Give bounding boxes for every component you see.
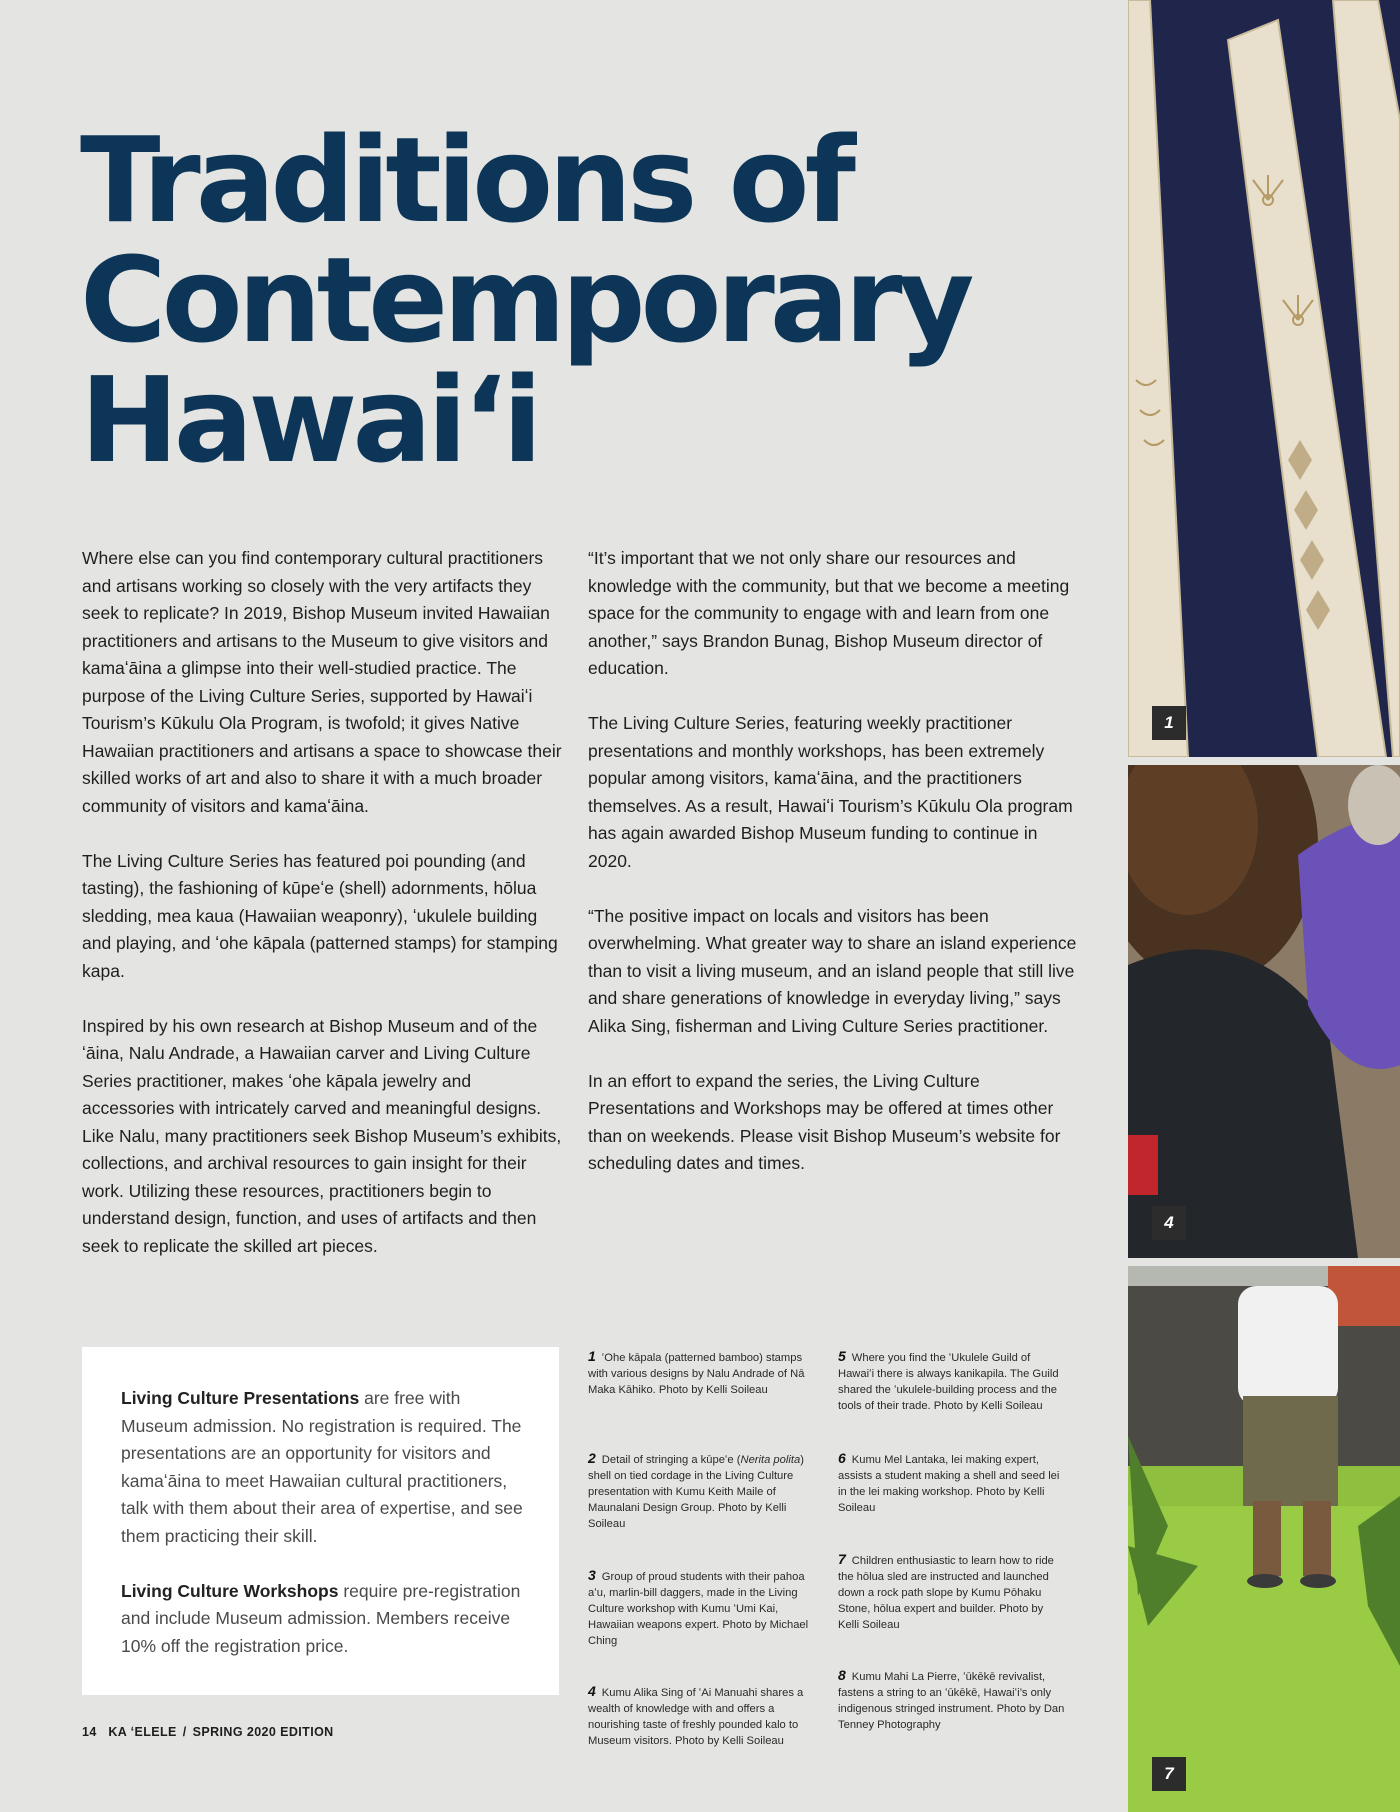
- publication-name: KA ʻELELE: [108, 1725, 177, 1739]
- photo-caption-3: [588, 1567, 816, 1649]
- caption-number: 6: [838, 1450, 846, 1466]
- photo-bamboo-stamps: [1128, 0, 1400, 757]
- article-paragraph: Where else can you find contemporary cultural practitioners and artisans working so closely with the very artifacts they seek to replicate? In 2019, Bishop Museum invited Hawaiian practitioners and artisans to the Museum to give visitors and kamaʻāina a glimpse into their well-studied practice. The purpose of the Living Culture Series, supported by Hawaiʻi Tourism’s Kūkulu Ola Program, is twofold; it gives Native Hawaiian practitioners and artisans a space to showcase their skilled works of art and also to share it with a much broader community of visitors and kamaʻāina.: [82, 548, 562, 816]
- bamboo-stamps-image: [1128, 0, 1400, 757]
- caption-text: Children enthusiastic to learn how to ride the hōlua sled are instructed and launched down a rock path slope by Kumu Pōhaku Stone, hōlua expert and builder. Photo by Kelli Soileau: [838, 1555, 1054, 1631]
- photo-holua-lawn: [1128, 1266, 1400, 1812]
- caption-number: 5: [838, 1348, 846, 1364]
- page-title: [80, 111, 1080, 489]
- article-paragraph: In an effort to expand the series, the Living Culture Presentations and Workshops may be offered at times other than on weekends. Please visit Bishop Museum’s website for scheduling dates and times.: [588, 1070, 1061, 1173]
- photo-caption-8: [838, 1667, 1066, 1733]
- footer-separator: /: [182, 1725, 187, 1739]
- presentations-text: are free with Museum admission. No registration is required. The presentations are an opportunity for visitors and kamaʻāina to meet Hawaiian cultural practitioners, talk with them about their area of expertise, and see them practicing their skill.: [121, 1388, 523, 1546]
- photo-caption-7: [838, 1551, 1066, 1633]
- caption-text: Group of proud students with their pahoa aʻu, marlin-bill daggers, made in the Living Culture workshop with Kumu ʻUmi Kai, Hawaiian weapons expert. Photo by Michael Ching: [588, 1571, 809, 1647]
- title-line-2: Contemporary: [80, 231, 970, 369]
- caption-text: Kumu Alika Sing of ʻAi Manuahi shares a wealth of knowledge with and offers a nourishing taste of freshly pounded kalo to Museum visitors. Photo by Kelli Soileau: [588, 1687, 804, 1747]
- caption-number: 3: [588, 1567, 596, 1583]
- edition-label: SPRING 2020 EDITION: [192, 1725, 334, 1739]
- title-line-3: Hawai‘i: [80, 351, 538, 489]
- caption-text: Where you find the ʻUkulele Guild of Hawaiʻi there is always kanikapila. The Guild shared the ʻukulele-building process and the tools of their trade. Photo by Kelli Soileau: [838, 1352, 1059, 1412]
- photo-number-badge: 7: [1152, 1757, 1186, 1791]
- caption-text: Detail of stringing a kūpeʻe (: [601, 1454, 741, 1466]
- article-paragraph: “It’s important that we not only share our resources and knowledge with the community, but that we become a meeting space for the community to engage with and learn from one another,” says Brandon Bunag, Bishop Museum director of education.: [588, 548, 1070, 678]
- page-footer: [82, 1725, 334, 1739]
- caption-text: Kumu Mel Lantaka, lei making expert, assists a student making a shell and seed lei in the lei making workshop. Photo by Kelli Soileau: [838, 1454, 1060, 1514]
- article-paragraph: The Living Culture Series has featured poi pounding (and tasting), the fashioning of kūpeʻe (shell) adornments, hōlua sledding, mea kaua (Hawaiian weaponry), ʻukulele building and playing, and ʻohe kāpala (patterned stamps) for stamping kapa.: [82, 850, 558, 981]
- holua-lawn-image: [1128, 1266, 1400, 1812]
- article-left-column: [82, 545, 564, 1288]
- photo-caption-4: [588, 1683, 816, 1749]
- photo-caption-2: [588, 1450, 816, 1532]
- caption-number: 1: [588, 1348, 596, 1364]
- photo-caption-6: [838, 1450, 1066, 1516]
- photo-caption-1: [588, 1348, 816, 1398]
- caption-number: 8: [838, 1667, 846, 1683]
- info-box: [82, 1347, 559, 1695]
- article-paragraph: “The positive impact on locals and visitors has been overwhelming. What greater way to share an island experience than to visit a living museum, and an island people that still live and share generations of knowledge in everyday living,” says Alika Sing, fisherman and Living Culture Series practitioner.: [588, 905, 1077, 1036]
- title-line-1: Traditions of: [80, 111, 851, 249]
- caption-italic: Nerita polita: [740, 1454, 801, 1466]
- photo-caption-5: [838, 1348, 1066, 1414]
- caption-number: 2: [588, 1450, 596, 1466]
- workshop-people-image: [1128, 765, 1400, 1258]
- photo-number-badge: 1: [1152, 706, 1186, 740]
- article-right-column: [588, 545, 1078, 1205]
- caption-text: ) shell on tied cordage in the Living Culture presentation with Kumu Keith Maile of Maunalani Design Group. Photo by Kelli Soileau: [588, 1454, 804, 1530]
- caption-number: 7: [838, 1551, 846, 1567]
- caption-text: ʻOhe kāpala (patterned bamboo) stamps with various designs by Nalu Andrade of Nā Maka Kāhiko. Photo by Kelli Soileau: [588, 1352, 805, 1396]
- workshops-text: require pre-registration and include Museum admission. Members receive 10% off the registration price.: [121, 1580, 521, 1656]
- article-paragraph: Inspired by his own research at Bishop Museum and of the ʻāina, Nalu Andrade, a Hawaiian carver and Living Culture Series practitioner, makes ʻohe kāpala jewelry and accessories with intricately carved and meaningful designs. Like Nalu, many practitioners seek Bishop Museum’s exhibits, collections, and archival resources to gain insight for their work. Utilizing these resources, practitioners begin to understand design, function, and uses of artifacts and then seek to replicate the skilled art pieces.: [82, 1015, 562, 1256]
- photo-workshop-people: [1128, 765, 1400, 1258]
- workshops-info: [121, 1578, 523, 1661]
- caption-text: Kumu Mahi La Pierre, ʻūkēkē revivalist, fastens a string to an ʻūkēkē, Hawaiʻi’s only indigenous stringed instrument. Photo by Dan Tenney Photography: [838, 1671, 1065, 1731]
- caption-number: 4: [588, 1683, 596, 1699]
- presentations-heading: Living Culture Presentations: [121, 1388, 360, 1408]
- photo-number-badge: 4: [1152, 1206, 1186, 1240]
- page-number: 14: [82, 1725, 97, 1739]
- article-paragraph: The Living Culture Series, featuring weekly practitioner presentations and monthly workshops, has been extremely popular among visitors, kamaʻāina, and the practitioners themselves. As a result, Hawaiʻi Tourism’s Kūkulu Ola program has again awarded Bishop Museum funding to continue in 2020.: [588, 713, 1073, 871]
- workshops-heading: Living Culture Workshops: [121, 1580, 339, 1601]
- presentations-info: [121, 1385, 523, 1550]
